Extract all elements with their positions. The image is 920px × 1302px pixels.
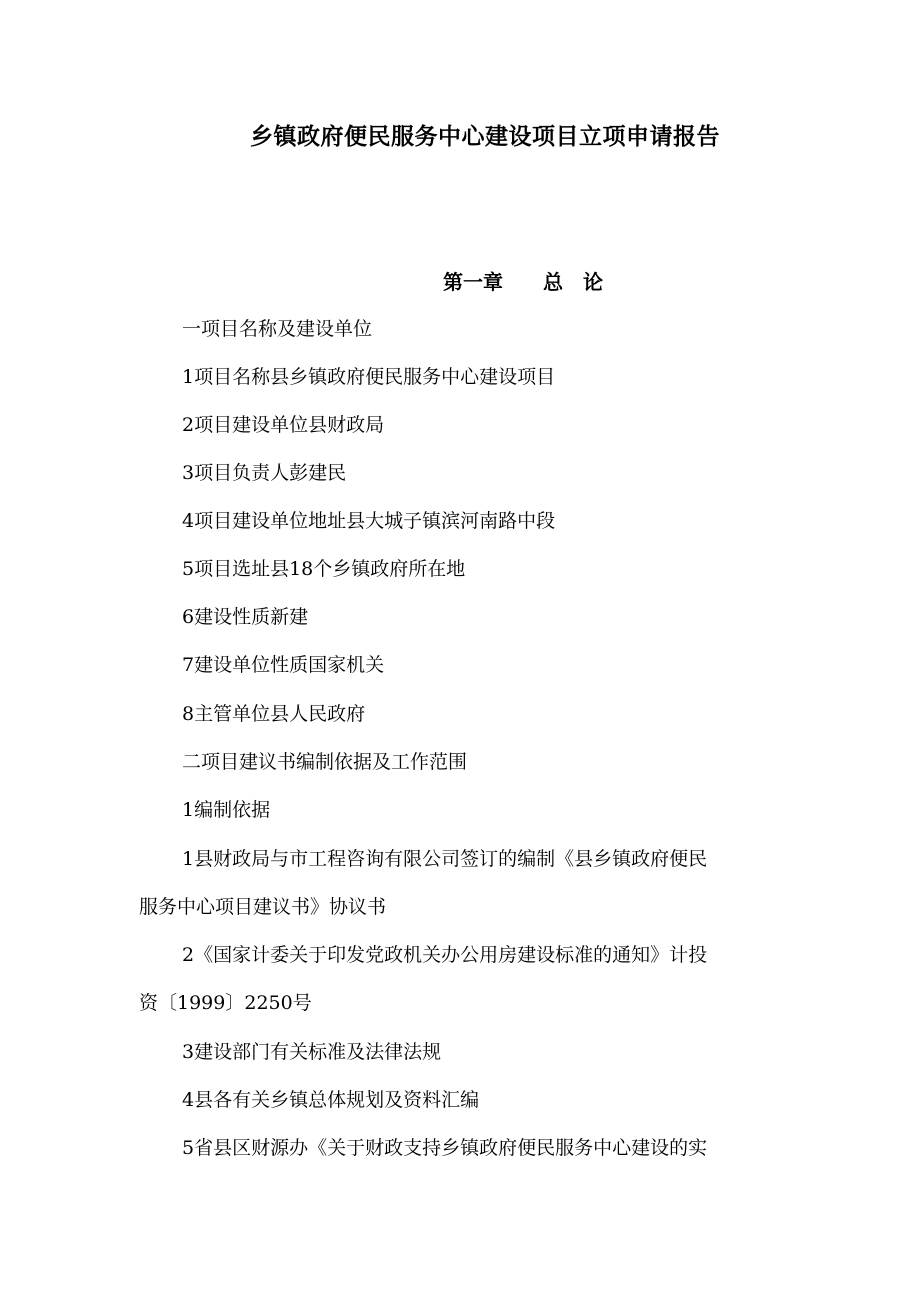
paragraph-line: 2项目建设单位县财政局 [182, 414, 385, 436]
paragraph-line: 2《国家计委关于印发党政机关办公用房建设标准的通知》计投 [182, 944, 708, 966]
paragraph-line: 5项目选址县18个乡镇政府所在地 [182, 558, 466, 580]
paragraph-line: 5省县区财源办《关于财政支持乡镇政府便民服务中心建设的实 [182, 1137, 708, 1159]
paragraph-line: 3项目负责人彭建民 [182, 462, 347, 484]
paragraph-line: 7建设单位性质国家机关 [182, 654, 385, 676]
paragraph-line: 8主管单位县人民政府 [182, 703, 366, 725]
document-title: 乡镇政府便民服务中心建设项目立项申请报告 [250, 123, 720, 150]
paragraph-line: 4县各有关乡镇总体规划及资料汇编 [182, 1089, 480, 1111]
paragraph-line: 4项目建设单位地址县大城子镇滨河南路中段 [182, 510, 556, 532]
paragraph-line: 3建设部门有关标准及法律法规 [182, 1041, 442, 1063]
paragraph-line-continued: 服务中心项目建议书》协议书 [139, 896, 387, 918]
paragraph-line: 1编制依据 [182, 799, 271, 821]
paragraph-line: 1县财政局与市工程咨询有限公司签订的编制《县乡镇政府便民 [182, 848, 708, 870]
section-heading-1: 一项目名称及建设单位 [182, 318, 373, 340]
paragraph-line-continued: 资〔1999〕2250号 [139, 992, 312, 1014]
paragraph-line: 6建设性质新建 [182, 606, 309, 628]
section-heading-2: 二项目建议书编制依据及工作范围 [182, 751, 468, 773]
paragraph-line: 1项目名称县乡镇政府便民服务中心建设项目 [182, 366, 556, 388]
chapter-heading: 第一章 总 论 [443, 270, 603, 294]
